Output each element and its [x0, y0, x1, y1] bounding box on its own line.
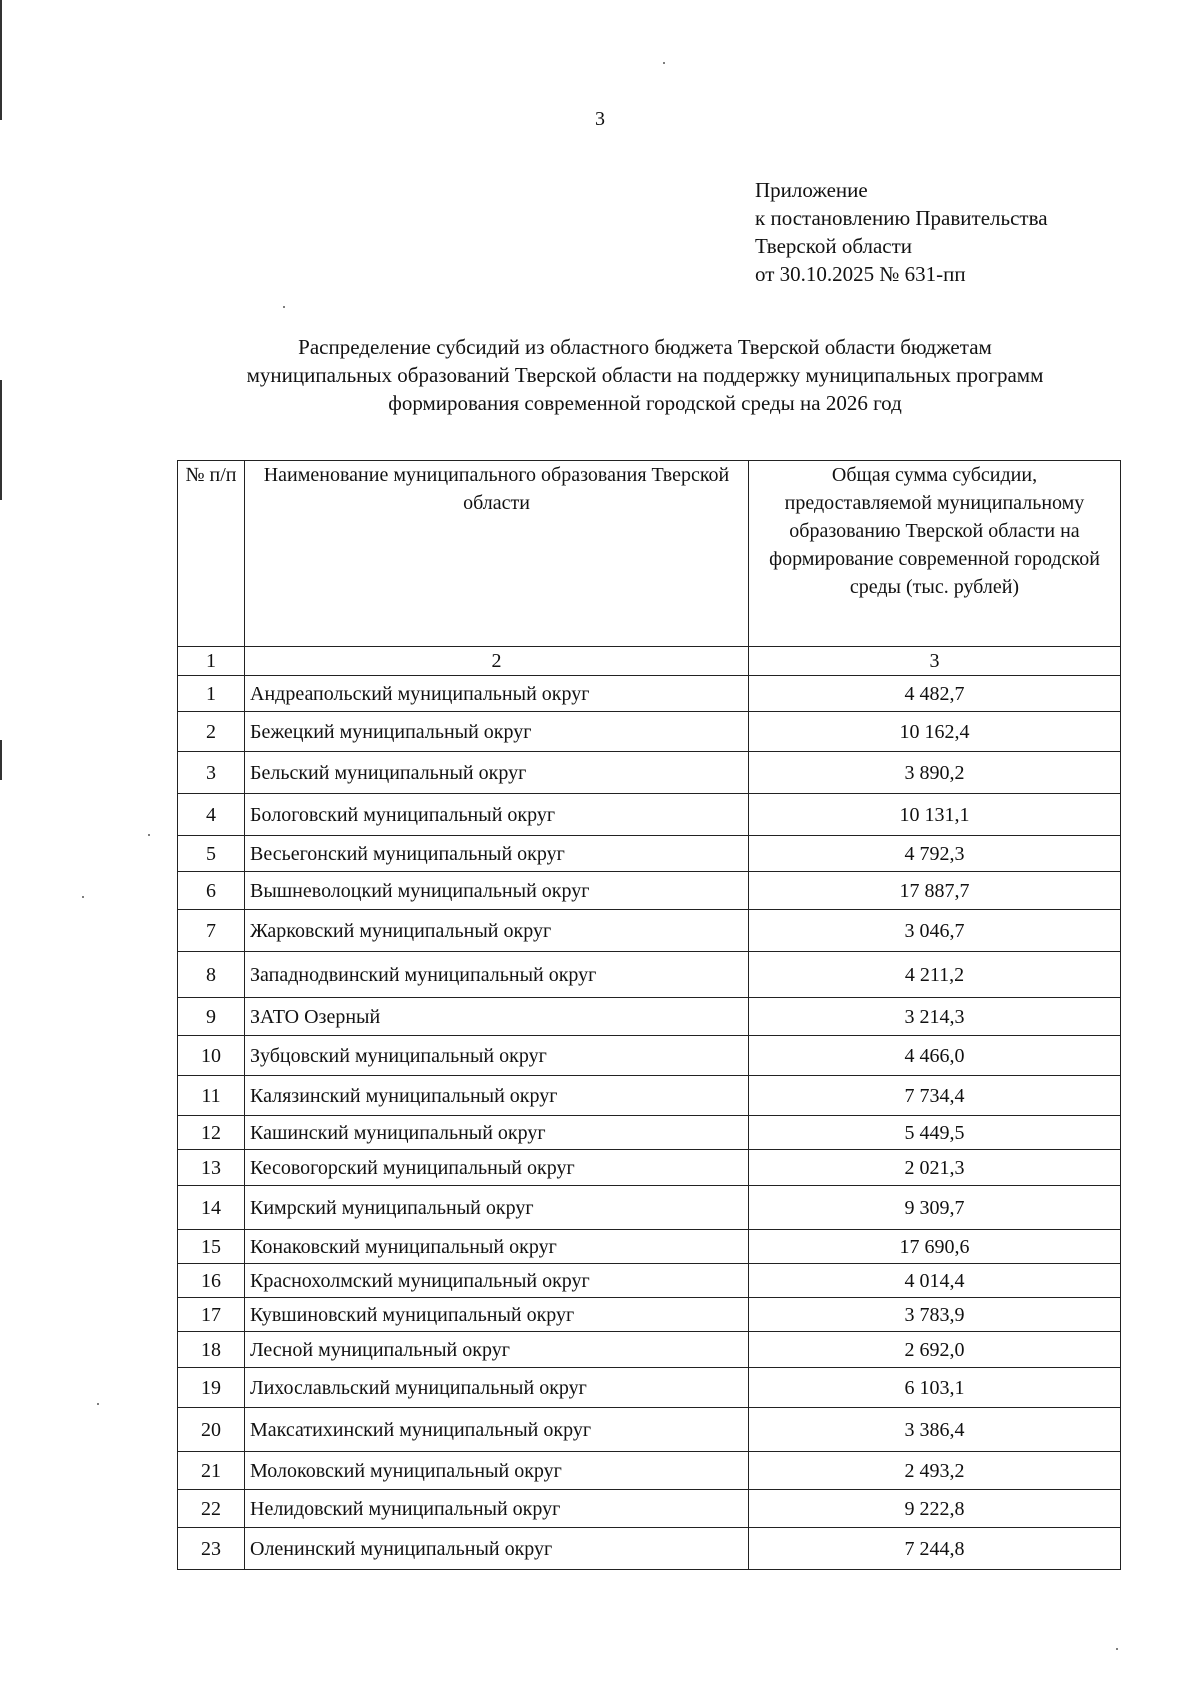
- subsidy-table: [177, 460, 1121, 1570]
- table-row: [178, 1528, 1121, 1570]
- municipality-name: Бологовский муниципальный округ: [245, 794, 749, 836]
- row-number: 16: [178, 1264, 245, 1298]
- row-number: 14: [178, 1186, 245, 1230]
- row-number: 7: [178, 910, 245, 952]
- subsidy-amount: 9 222,8: [749, 1490, 1121, 1528]
- subsidy-amount: 3 890,2: [749, 752, 1121, 794]
- row-number: 17: [178, 1298, 245, 1332]
- row-number: 9: [178, 998, 245, 1036]
- scan-speck: [97, 1403, 99, 1405]
- municipality-name: Лесной муниципальный округ: [245, 1332, 749, 1368]
- municipality-name: Нелидовский муниципальный округ: [245, 1490, 749, 1528]
- municipality-name: Кашинский муниципальный округ: [245, 1116, 749, 1150]
- table-row: [178, 1332, 1121, 1368]
- table-row: [178, 1408, 1121, 1452]
- municipality-name: ЗАТО Озерный: [245, 998, 749, 1036]
- subsidy-amount: 4 466,0: [749, 1036, 1121, 1076]
- appendix-block: [755, 176, 1048, 288]
- appendix-line: Тверской области: [755, 234, 913, 258]
- table-row: [178, 1150, 1121, 1186]
- municipality-name: Кувшиновский муниципальный округ: [245, 1298, 749, 1332]
- scan-edge-mark: [0, 740, 2, 780]
- row-number: 22: [178, 1490, 245, 1528]
- row-number: 12: [178, 1116, 245, 1150]
- header-subsidy-amount: Общая сумма субсидии, предоставляемой муниципальному образованию Тверской области на формирование современной городской среды (тыс. рублей): [749, 461, 1121, 647]
- table-row: [178, 1298, 1121, 1332]
- municipality-name: Оленинский муниципальный округ: [245, 1528, 749, 1570]
- municipality-name: Жарковский муниципальный округ: [245, 910, 749, 952]
- municipality-name: Зубцовский муниципальный округ: [245, 1036, 749, 1076]
- table-header-row: [178, 461, 1121, 647]
- scan-speck: [283, 306, 285, 308]
- scan-edge-mark: [0, 0, 2, 120]
- municipality-name: Лихославльский муниципальный округ: [245, 1368, 749, 1408]
- municipality-name: Весьегонский муниципальный округ: [245, 836, 749, 872]
- subsidy-amount: 4 792,3: [749, 836, 1121, 872]
- municipality-name: Кесовогорский муниципальный округ: [245, 1150, 749, 1186]
- table-row: [178, 676, 1121, 712]
- table-row: [178, 1076, 1121, 1116]
- subsidy-amount: 7 734,4: [749, 1076, 1121, 1116]
- table-row: [178, 1368, 1121, 1408]
- row-number: 5: [178, 836, 245, 872]
- scan-speck: [148, 834, 150, 836]
- appendix-date-number: от 30.10.2025 № 631-пп: [755, 262, 966, 286]
- subsidy-amount: 10 131,1: [749, 794, 1121, 836]
- table-row: [178, 712, 1121, 752]
- subsidy-amount: 4 014,4: [749, 1264, 1121, 1298]
- row-number: 6: [178, 872, 245, 910]
- table-row: [178, 752, 1121, 794]
- row-number: 19: [178, 1368, 245, 1408]
- row-number: 23: [178, 1528, 245, 1570]
- subsidy-amount: 2 021,3: [749, 1150, 1121, 1186]
- table-row: [178, 998, 1121, 1036]
- header-number: № п/п: [178, 461, 245, 647]
- subsidy-amount: 2 692,0: [749, 1332, 1121, 1368]
- table-row: [178, 910, 1121, 952]
- table-row: [178, 794, 1121, 836]
- municipality-name: Западнодвинский муниципальный округ: [245, 952, 749, 998]
- row-number: 21: [178, 1452, 245, 1490]
- table-row: [178, 1230, 1121, 1264]
- subsidy-amount: 6 103,1: [749, 1368, 1121, 1408]
- title-line: муниципальных образований Тверской области на поддержку муниципальных программ: [246, 363, 1044, 387]
- table-row: [178, 872, 1121, 910]
- row-number: 15: [178, 1230, 245, 1264]
- column-number: 2: [245, 647, 749, 676]
- municipality-name: Калязинский муниципальный округ: [245, 1076, 749, 1116]
- title-line: Распределение субсидий из областного бюджета Тверской области бюджетам: [298, 335, 992, 359]
- municipality-name: Андреапольский муниципальный округ: [245, 676, 749, 712]
- subsidy-amount: 2 493,2: [749, 1452, 1121, 1490]
- row-number: 1: [178, 676, 245, 712]
- municipality-name: Молоковский муниципальный округ: [245, 1452, 749, 1490]
- appendix-line: Приложение: [755, 178, 868, 202]
- scan-speck: [663, 62, 665, 64]
- subsidy-amount: 4 482,7: [749, 676, 1121, 712]
- table-row: [178, 1264, 1121, 1298]
- document-title: [150, 333, 1140, 417]
- subsidy-amount: 10 162,4: [749, 712, 1121, 752]
- subsidy-amount: 3 046,7: [749, 910, 1121, 952]
- subsidy-amount: 17 887,7: [749, 872, 1121, 910]
- table-row: [178, 1490, 1121, 1528]
- subsidy-amount: 4 211,2: [749, 952, 1121, 998]
- column-numbers-row: [178, 647, 1121, 676]
- column-number: 1: [178, 647, 245, 676]
- subsidy-amount: 17 690,6: [749, 1230, 1121, 1264]
- table-row: [178, 1452, 1121, 1490]
- scan-speck: [1116, 1648, 1118, 1650]
- header-municipality-name: Наименование муниципального образования Тверской области: [245, 461, 749, 647]
- page-number: 3: [595, 108, 605, 130]
- municipality-name: Кимрский муниципальный округ: [245, 1186, 749, 1230]
- subsidy-amount: 3 783,9: [749, 1298, 1121, 1332]
- column-number: 3: [749, 647, 1121, 676]
- municipality-name: Конаковский муниципальный округ: [245, 1230, 749, 1264]
- row-number: 4: [178, 794, 245, 836]
- row-number: 8: [178, 952, 245, 998]
- row-number: 11: [178, 1076, 245, 1116]
- subsidy-amount: 9 309,7: [749, 1186, 1121, 1230]
- row-number: 13: [178, 1150, 245, 1186]
- subsidy-amount: 7 244,8: [749, 1528, 1121, 1570]
- table-row: [178, 1036, 1121, 1076]
- title-line: формирования современной городской среды на 2026 год: [388, 391, 902, 415]
- table-row: [178, 952, 1121, 998]
- row-number: 20: [178, 1408, 245, 1452]
- appendix-line: к постановлению Правительства: [755, 206, 1048, 230]
- row-number: 2: [178, 712, 245, 752]
- subsidy-amount: 5 449,5: [749, 1116, 1121, 1150]
- table-row: [178, 1186, 1121, 1230]
- municipality-name: Бежецкий муниципальный округ: [245, 712, 749, 752]
- row-number: 10: [178, 1036, 245, 1076]
- scan-speck: [82, 896, 84, 898]
- municipality-name: Бельский муниципальный округ: [245, 752, 749, 794]
- municipality-name: Вышневолоцкий муниципальный округ: [245, 872, 749, 910]
- table-row: [178, 1116, 1121, 1150]
- municipality-name: Краснохолмский муниципальный округ: [245, 1264, 749, 1298]
- row-number: 18: [178, 1332, 245, 1368]
- table-row: [178, 836, 1121, 872]
- row-number: 3: [178, 752, 245, 794]
- municipality-name: Максатихинский муниципальный округ: [245, 1408, 749, 1452]
- scan-edge-mark: [0, 380, 2, 500]
- subsidy-amount: 3 214,3: [749, 998, 1121, 1036]
- subsidy-amount: 3 386,4: [749, 1408, 1121, 1452]
